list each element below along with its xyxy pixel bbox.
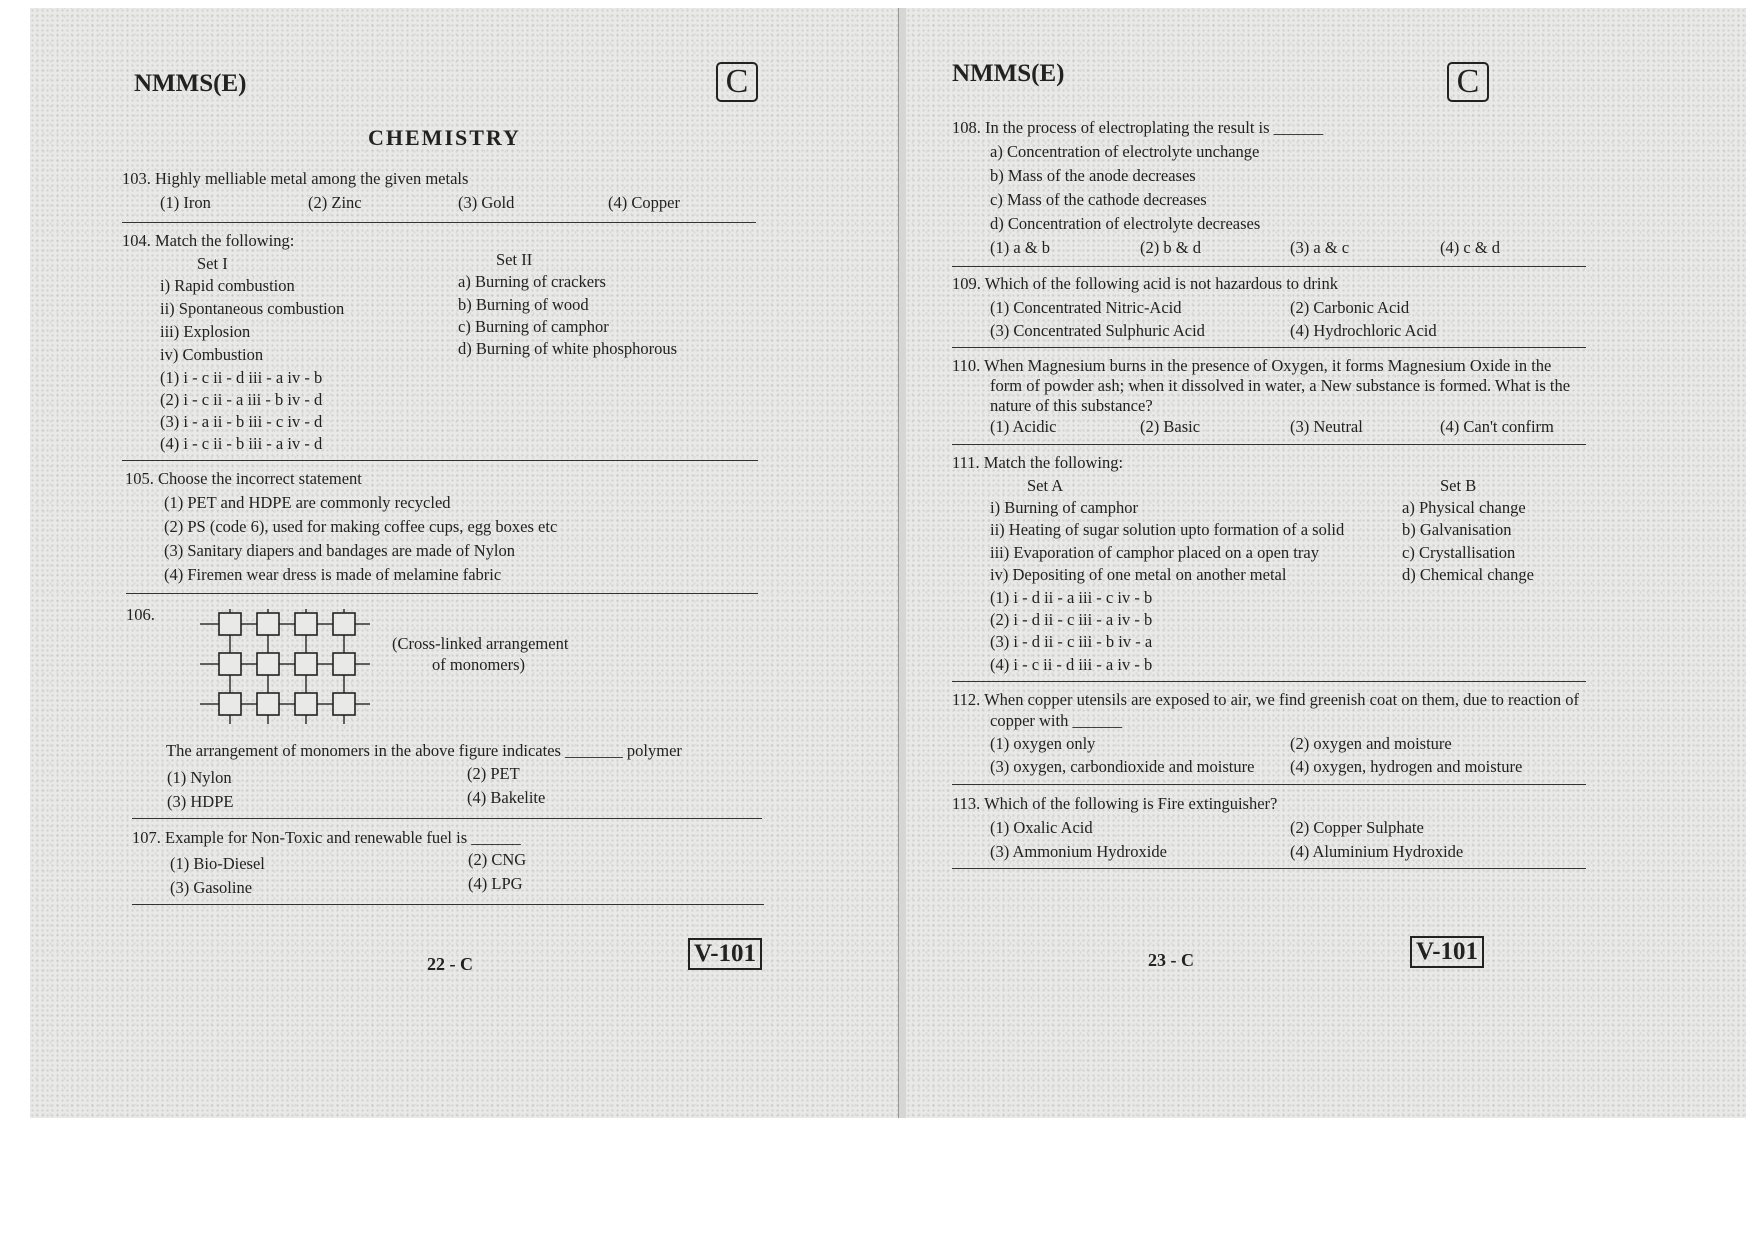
question-105: 105. Choose the incorrect statement xyxy=(125,469,362,488)
section-title: CHEMISTRY xyxy=(368,125,521,150)
q111-setB-item: b) Galvanisation xyxy=(1402,520,1512,539)
cross-linked-monomer-figure xyxy=(195,604,375,732)
q110-option-1[interactable]: (1) Acidic xyxy=(990,417,1057,436)
question-106-number: 106. xyxy=(126,605,155,624)
page-number: 23 - C xyxy=(1148,950,1194,970)
question-103: 103. Highly melliable metal among the given metals xyxy=(122,169,469,188)
page-number: 22 - C xyxy=(427,954,473,974)
q104-set1-item: i) Rapid combustion xyxy=(160,276,295,295)
q111-setB-item: d) Chemical change xyxy=(1402,565,1534,584)
q105-option-1[interactable]: (1) PET and HDPE are commonly recycled xyxy=(164,493,451,512)
q104-option-2[interactable]: (2) i - c ii - a iii - b iv - d xyxy=(160,390,323,409)
q112-option-2[interactable]: (2) oxygen and moisture xyxy=(1290,734,1452,753)
q104-set1-title: Set I xyxy=(197,254,228,273)
q110-option-4[interactable]: (4) Can't confirm xyxy=(1440,417,1554,436)
q111-setA-item: iv) Depositing of one metal on another metal xyxy=(990,565,1287,584)
q112-option-4[interactable]: (4) oxygen, hydrogen and moisture xyxy=(1290,757,1523,776)
q108-statement: a) Concentration of electrolyte unchange xyxy=(990,142,1260,161)
q104-set2-item: b) Burning of wood xyxy=(458,295,589,314)
q104-set2-title: Set II xyxy=(496,250,533,269)
q108-statement: b) Mass of the anode decreases xyxy=(990,166,1196,185)
question-106: The arrangement of monomers in the above figure indicates _______ polymer xyxy=(166,741,682,760)
q105-option-3[interactable]: (3) Sanitary diapers and bandages are made of Nylon xyxy=(164,541,515,560)
q108-option-4[interactable]: (4) c & d xyxy=(1440,238,1501,257)
divider xyxy=(126,593,758,594)
q113-option-4[interactable]: (4) Aluminium Hydroxide xyxy=(1290,842,1464,861)
q105-option-4[interactable]: (4) Firemen wear dress is made of melamine fabric xyxy=(164,565,502,584)
q111-setB-title: Set B xyxy=(1440,476,1477,495)
exam-header: NMMS(E) xyxy=(134,70,247,97)
q109-option-3[interactable]: (3) Concentrated Sulphuric Acid xyxy=(990,321,1205,340)
q106-option-1[interactable]: (1) Nylon xyxy=(167,768,232,787)
q111-option-3[interactable]: (3) i - d ii - c iii - b iv - a xyxy=(990,632,1153,651)
q108-option-3[interactable]: (3) a & c xyxy=(1290,238,1350,257)
q111-setA-title: Set A xyxy=(1027,476,1064,495)
q113-option-3[interactable]: (3) Ammonium Hydroxide xyxy=(990,842,1167,861)
q106-option-3[interactable]: (3) HDPE xyxy=(167,792,234,811)
q107-option-4[interactable]: (4) LPG xyxy=(468,874,523,893)
q104-option-1[interactable]: (1) i - c ii - d iii - a iv - b xyxy=(160,368,323,387)
question-108: 108. In the process of electroplating the result is ______ xyxy=(952,118,1324,137)
q112-option-3[interactable]: (3) oxygen, carbondioxide and moisture xyxy=(990,757,1255,776)
q108-statement: d) Concentration of electrolyte decreases xyxy=(990,214,1261,233)
q104-set2-item: c) Burning of camphor xyxy=(458,317,609,336)
exam-header: NMMS(E) xyxy=(952,60,1065,87)
q104-set2-item: a) Burning of crackers xyxy=(458,272,606,291)
q113-option-2[interactable]: (2) Copper Sulphate xyxy=(1290,818,1424,837)
q107-option-2[interactable]: (2) CNG xyxy=(468,850,527,869)
q111-setA-item: ii) Heating of sugar solution upto formation of a solid xyxy=(990,520,1345,539)
divider xyxy=(122,460,758,461)
divider xyxy=(952,444,1586,445)
q111-setB-item: c) Crystallisation xyxy=(1402,543,1516,562)
question-110-line: form of powder ash; when it dissolved in water, a New substance is formed. What is the xyxy=(990,376,1571,395)
q104-option-3[interactable]: (3) i - a ii - b iii - c iv - d xyxy=(160,412,323,431)
divider xyxy=(122,222,756,223)
q104-set1-item: ii) Spontaneous combustion xyxy=(160,299,345,318)
q108-option-2[interactable]: (2) b & d xyxy=(1140,238,1201,257)
q111-option-1[interactable]: (1) i - d ii - a iii - c iv - b xyxy=(990,588,1153,607)
question-110-line: nature of this substance? xyxy=(990,396,1153,415)
q105-option-2[interactable]: (2) PS (code 6), used for making coffee cups, egg boxes etc xyxy=(164,517,558,536)
q109-option-2[interactable]: (2) Carbonic Acid xyxy=(1290,298,1410,317)
q103-option-3[interactable]: (3) Gold xyxy=(458,193,515,212)
q111-setA-item: iii) Evaporation of camphor placed on a open tray xyxy=(990,543,1319,562)
question-107: 107. Example for Non-Toxic and renewable fuel is ______ xyxy=(132,828,521,847)
q106-option-2[interactable]: (2) PET xyxy=(467,764,520,783)
q113-option-1[interactable]: (1) Oxalic Acid xyxy=(990,818,1093,837)
divider xyxy=(952,784,1586,785)
question-104: 104. Match the following: xyxy=(122,231,295,250)
right-page xyxy=(906,8,1746,1118)
question-112-line: copper with ______ xyxy=(990,711,1122,730)
q104-set1-item: iv) Combustion xyxy=(160,345,264,364)
version-code: V-101 xyxy=(1410,936,1484,968)
q111-setB-item: a) Physical change xyxy=(1402,498,1526,517)
figure-caption: (Cross-linked arrangement xyxy=(392,634,569,653)
q104-set1-item: iii) Explosion xyxy=(160,322,251,341)
divider xyxy=(132,904,764,905)
q110-option-2[interactable]: (2) Basic xyxy=(1140,417,1201,436)
q103-option-1[interactable]: (1) Iron xyxy=(160,193,211,212)
question-112: 112. When copper utensils are exposed to air, we find greenish coat on them, due to reaction of xyxy=(952,690,1580,709)
q104-set2-item: d) Burning of white phosphorous xyxy=(458,339,678,358)
version-code: V-101 xyxy=(688,938,762,970)
q111-option-4[interactable]: (4) i - c ii - d iii - a iv - b xyxy=(990,655,1153,674)
q103-option-4[interactable]: (4) Copper xyxy=(608,193,680,212)
q109-option-1[interactable]: (1) Concentrated Nitric-Acid xyxy=(990,298,1182,317)
divider xyxy=(952,868,1586,869)
figure-caption: of monomers) xyxy=(432,655,526,674)
q107-option-1[interactable]: (1) Bio-Diesel xyxy=(170,854,265,873)
q111-setA-item: i) Burning of camphor xyxy=(990,498,1139,517)
q110-option-3[interactable]: (3) Neutral xyxy=(1290,417,1363,436)
divider xyxy=(952,347,1586,348)
q108-statement: c) Mass of the cathode decreases xyxy=(990,190,1207,209)
q103-option-2[interactable]: (2) Zinc xyxy=(308,193,362,212)
question-109: 109. Which of the following acid is not hazardous to drink xyxy=(952,274,1338,293)
q108-option-1[interactable]: (1) a & b xyxy=(990,238,1051,257)
q106-option-4[interactable]: (4) Bakelite xyxy=(467,788,546,807)
q109-option-4[interactable]: (4) Hydrochloric Acid xyxy=(1290,321,1437,340)
q112-option-1[interactable]: (1) oxygen only xyxy=(990,734,1096,753)
question-111: 111. Match the following: xyxy=(952,453,1124,472)
divider xyxy=(952,266,1586,267)
q111-option-2[interactable]: (2) i - d ii - c iii - a iv - b xyxy=(990,610,1153,629)
divider xyxy=(952,681,1586,682)
set-code-badge: C xyxy=(716,62,758,102)
divider xyxy=(132,818,762,819)
question-113: 113. Which of the following is Fire extinguisher? xyxy=(952,794,1278,813)
q107-option-3[interactable]: (3) Gasoline xyxy=(170,878,253,897)
left-page xyxy=(30,8,898,1118)
set-code-badge: C xyxy=(1447,62,1489,102)
question-110: 110. When Magnesium burns in the presence of Oxygen, it forms Magnesium Oxide in the xyxy=(952,356,1552,375)
q104-option-4[interactable]: (4) i - c ii - b iii - a iv - d xyxy=(160,434,323,453)
